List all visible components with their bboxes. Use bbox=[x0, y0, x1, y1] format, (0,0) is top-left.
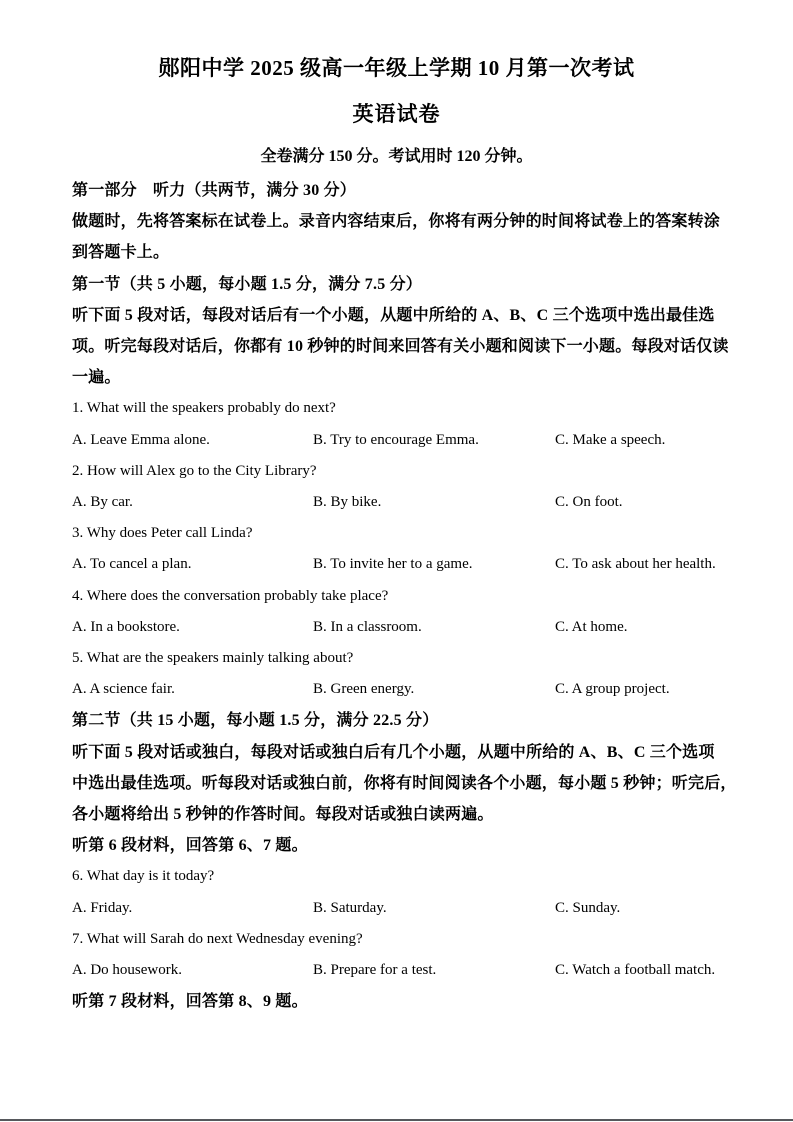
option-c: C. At home. bbox=[555, 618, 628, 635]
options-row bbox=[72, 425, 721, 456]
option-a: A. Friday. bbox=[72, 899, 133, 916]
option-a: A. To cancel a plan. bbox=[72, 556, 192, 573]
instruction-line: 一遍。 bbox=[72, 369, 121, 387]
options-row bbox=[72, 487, 721, 518]
option-a: A. In a bookstore. bbox=[72, 618, 180, 635]
option-a: A. Do housework. bbox=[72, 962, 182, 979]
exam-title: 郧阳中学 2025 级高一年级上学期 10 月第一次考试 bbox=[158, 56, 635, 80]
question-text: 5. What are the speakers mainly talking about? bbox=[72, 650, 354, 667]
question-text: 6. What day is it today? bbox=[72, 868, 215, 885]
exam-subject-title: 英语试卷 bbox=[352, 102, 441, 126]
exam-header bbox=[0, 0, 793, 169]
options-row bbox=[72, 612, 721, 643]
option-c: C. Sunday. bbox=[555, 899, 621, 916]
instruction-line: 各小题将给出 5 秒钟的作答时间。每段对话或独白读两遍。 bbox=[72, 806, 494, 824]
option-b: B. To invite her to a game. bbox=[313, 556, 473, 573]
options-row bbox=[72, 674, 721, 705]
option-b: B. By bike. bbox=[313, 494, 382, 511]
option-b: B. In a classroom. bbox=[313, 618, 422, 635]
instruction-line: 听下面 5 段对话，每段对话后有一个小题，从题中所给的 A、B、C 三个选项中选出最佳选 bbox=[72, 306, 715, 324]
option-a: A. Leave Emma alone. bbox=[72, 431, 210, 448]
question-text: 2. How will Alex go to the City Library? bbox=[72, 462, 317, 479]
instruction-line: 听第 7 段材料，回答第 8、9 题。 bbox=[72, 993, 308, 1011]
instruction-line: 听第 6 段材料，回答第 6、7 题。 bbox=[72, 837, 308, 855]
option-a: A. By car. bbox=[72, 494, 133, 511]
option-b: B. Prepare for a test. bbox=[313, 962, 437, 979]
instruction-line: 第一节（共 5 小题，每小题 1.5 分，满分 7.5 分） bbox=[72, 275, 423, 293]
option-c: C. Watch a football match. bbox=[555, 962, 716, 979]
option-b: B. Saturday. bbox=[313, 899, 387, 916]
options-row bbox=[72, 955, 721, 986]
exam-body bbox=[0, 175, 793, 1017]
question-text: 1. What will the speakers probably do next? bbox=[72, 400, 336, 417]
instruction-line: 到答题卡上。 bbox=[72, 244, 170, 262]
instruction-line: 做题时，先将答案标在试卷上。录音内容结束后，你将有两分钟的时间将试卷上的答案转涂 bbox=[72, 213, 721, 231]
question-text: 4. Where does the conversation probably take place? bbox=[72, 587, 389, 604]
option-b: B. Green energy. bbox=[313, 681, 415, 698]
options-row bbox=[72, 893, 721, 924]
option-c: C. Make a speech. bbox=[555, 431, 666, 448]
option-c: C. A group project. bbox=[555, 681, 670, 698]
options-row bbox=[72, 549, 721, 580]
instruction-line: 第一部分 听力（共两节，满分 30 分） bbox=[72, 182, 357, 199]
exam-info: 全卷满分 150 分。考试用时 120 分钟。 bbox=[260, 148, 533, 165]
question-text: 3. Why does Peter call Linda? bbox=[72, 525, 253, 542]
option-a: A. A science fair. bbox=[72, 681, 175, 698]
option-b: B. Try to encourage Emma. bbox=[313, 431, 479, 448]
page-bottom-rule bbox=[0, 1119, 793, 1121]
instruction-line: 听下面 5 段对话或独白，每段对话或独白后有几个小题，从题中所给的 A、B、C 三个选项 bbox=[72, 743, 715, 761]
instruction-line: 中选出最佳选项。听每段对话或独白前，你将有时间阅读各个小题，每小题 5 秒钟；听完后， bbox=[72, 774, 737, 792]
option-c: C. To ask about her health. bbox=[555, 556, 716, 573]
question-text: 7. What will Sarah do next Wednesday evening? bbox=[72, 930, 363, 947]
instruction-line: 项。听完每段对话后，你都有 10 秒钟的时间来回答有关小题和阅读下一小题。每段对话仅读 bbox=[72, 338, 729, 356]
option-c: C. On foot. bbox=[555, 494, 623, 511]
instruction-line: 第二节（共 15 小题，每小题 1.5 分，满分 22.5 分） bbox=[72, 712, 439, 730]
